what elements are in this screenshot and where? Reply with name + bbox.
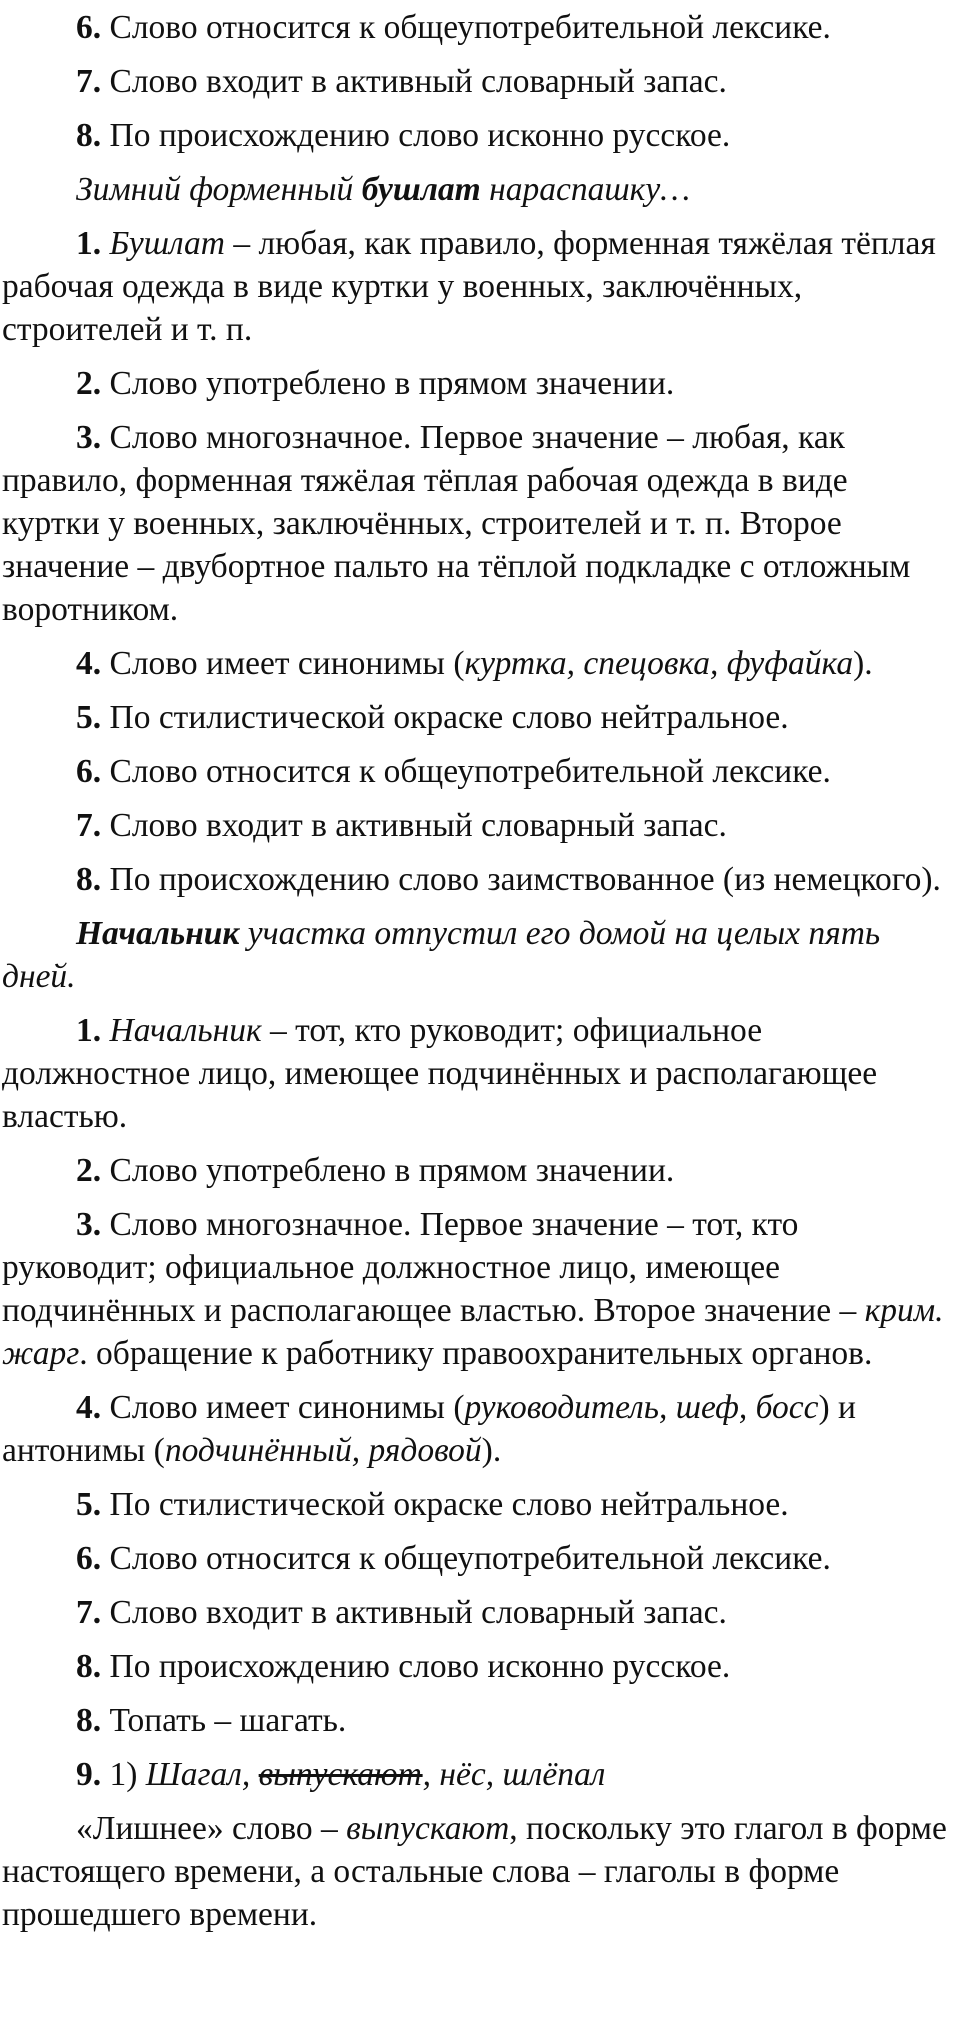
- item-number: 6.: [76, 1540, 102, 1577]
- paragraph: [2, 804, 950, 847]
- defined-word: Бушлат: [109, 225, 225, 262]
- item-number: 5.: [76, 699, 102, 736]
- paragraph: [2, 750, 950, 793]
- paragraph-text: Слово относится к общеупотребительной лексике.: [101, 9, 831, 46]
- example-text: участка отпустил его домой на целых пять дней.: [2, 915, 881, 995]
- paragraph-text: Слово многозначное. Первое значение – любая, как правило, форменная тяжёлая тёплая рабочая одежда в виде куртки у военных, заключённых, строителей и т. п. Второе значение – двубортное пальто на тёплой подкладке с отложным воротником.: [2, 419, 911, 628]
- paragraph: [2, 858, 950, 901]
- paragraph: [2, 696, 950, 739]
- paragraph: [2, 1591, 950, 1634]
- paragraph-text: Слово входит в активный словарный запас.: [101, 1594, 727, 1631]
- paragraph-text: По происхождению слово исконно русское.: [101, 1648, 731, 1685]
- example-keyword: бушлат: [361, 171, 481, 208]
- paragraph: [2, 114, 950, 157]
- paragraph-text: Слово употреблено в прямом значении.: [101, 365, 675, 402]
- paragraph: [2, 416, 950, 631]
- odd-word: выпускают: [346, 1810, 510, 1847]
- paragraph-text: . обращение к работнику правоохранительных органов.: [79, 1335, 873, 1372]
- paragraph: [2, 60, 950, 103]
- paragraph-text: ).: [481, 1432, 502, 1469]
- task-9: [2, 1753, 950, 1796]
- word-list: , нёс, шлёпал: [422, 1756, 606, 1793]
- usage-mark: крим. жарг: [2, 1292, 944, 1372]
- paragraph-text: – тот, кто руководит; официальное должностное лицо, имеющее подчинённых и располагающее властью.: [2, 1012, 878, 1135]
- variant-label: 1): [101, 1756, 146, 1793]
- task-number: 8.: [76, 1702, 102, 1739]
- paragraph-text: ).: [853, 645, 873, 682]
- paragraph: [2, 1386, 950, 1472]
- paragraph: [2, 6, 950, 49]
- paragraph-text: Топать – шагать.: [101, 1702, 347, 1739]
- paragraph: [2, 1203, 950, 1375]
- paragraph-text: По происхождению слово исконно русское.: [101, 117, 731, 154]
- paragraph-text: Слово относится к общеупотребительной лексике.: [101, 753, 831, 790]
- conclusion: [2, 1807, 950, 1936]
- task-8: [2, 1699, 950, 1742]
- paragraph-text: Слово многозначное. Первое значение – тот, кто руководит; официальное должностное лицо, имеющее подчинённых и располагающее властью. Второе значение –: [2, 1206, 865, 1329]
- paragraph: [2, 1483, 950, 1526]
- example-text: нараспашку…: [480, 171, 690, 208]
- task-number: 9.: [76, 1756, 102, 1793]
- paragraph: [2, 1645, 950, 1688]
- synonyms: куртка, спецовка, фуфайка: [464, 645, 854, 682]
- paragraph: [2, 1009, 950, 1138]
- item-number: 7.: [76, 1594, 102, 1631]
- synonyms: руководитель, шеф, босс: [464, 1389, 819, 1426]
- paragraph-text: По стилистической окраске слово нейтральное.: [101, 699, 789, 736]
- paragraph-text: , поскольку это глагол в форме настоящего времени, а остальные слова – глаголы в форме прошедшего времени.: [2, 1810, 947, 1933]
- item-number: 4.: [76, 1389, 102, 1426]
- item-number: 8.: [76, 861, 102, 898]
- paragraph: [2, 642, 950, 685]
- item-number: 1.: [76, 1012, 102, 1049]
- item-number: 6.: [76, 753, 102, 790]
- item-number: 7.: [76, 807, 102, 844]
- paragraph-text: – любая, как правило, форменная тяжёлая тёплая рабочая одежда в виде куртки у военных, заключённых, строителей и т. п.: [2, 225, 936, 348]
- item-number: 4.: [76, 645, 102, 682]
- item-number: 2.: [76, 1152, 102, 1189]
- paragraph-text: Слово входит в активный словарный запас.: [101, 807, 727, 844]
- example-text: Зимний форменный: [76, 171, 362, 208]
- paragraph-text: По стилистической окраске слово нейтральное.: [101, 1486, 789, 1523]
- paragraph-text: ) и антонимы (: [2, 1389, 856, 1469]
- paragraph: [2, 362, 950, 405]
- item-number: 3.: [76, 1206, 102, 1243]
- example-keyword: Начальник: [76, 915, 240, 952]
- paragraph: [2, 1537, 950, 1580]
- item-number: 1.: [76, 225, 102, 262]
- example-sentence: [2, 912, 950, 998]
- paragraph-text: Слово имеет синонимы (: [101, 1389, 465, 1426]
- paragraph-text: «Лишнее» слово –: [76, 1810, 347, 1847]
- item-number: 2.: [76, 365, 102, 402]
- paragraph: [2, 222, 950, 351]
- paragraph-text: Слово употреблено в прямом значении.: [101, 1152, 675, 1189]
- paragraph-text: По происхождению слово заимствованное (из немецкого).: [101, 861, 941, 898]
- paragraph-text: Слово относится к общеупотребительной лексике.: [101, 1540, 831, 1577]
- paragraph-text: Слово имеет синонимы (: [101, 645, 465, 682]
- item-number: 8.: [76, 117, 102, 154]
- word-list: Шагал,: [145, 1756, 259, 1793]
- item-number: 7.: [76, 63, 102, 100]
- defined-word: Начальник: [109, 1012, 262, 1049]
- item-number: 6.: [76, 9, 102, 46]
- antonyms: подчинённый, рядовой: [164, 1432, 482, 1469]
- item-number: 5.: [76, 1486, 102, 1523]
- paragraph: [2, 1149, 950, 1192]
- paragraph-text: Слово входит в активный словарный запас.: [101, 63, 727, 100]
- item-number: 8.: [76, 1648, 102, 1685]
- item-number: 3.: [76, 419, 102, 456]
- example-sentence: [2, 168, 950, 211]
- struck-word: выпускают: [258, 1756, 423, 1793]
